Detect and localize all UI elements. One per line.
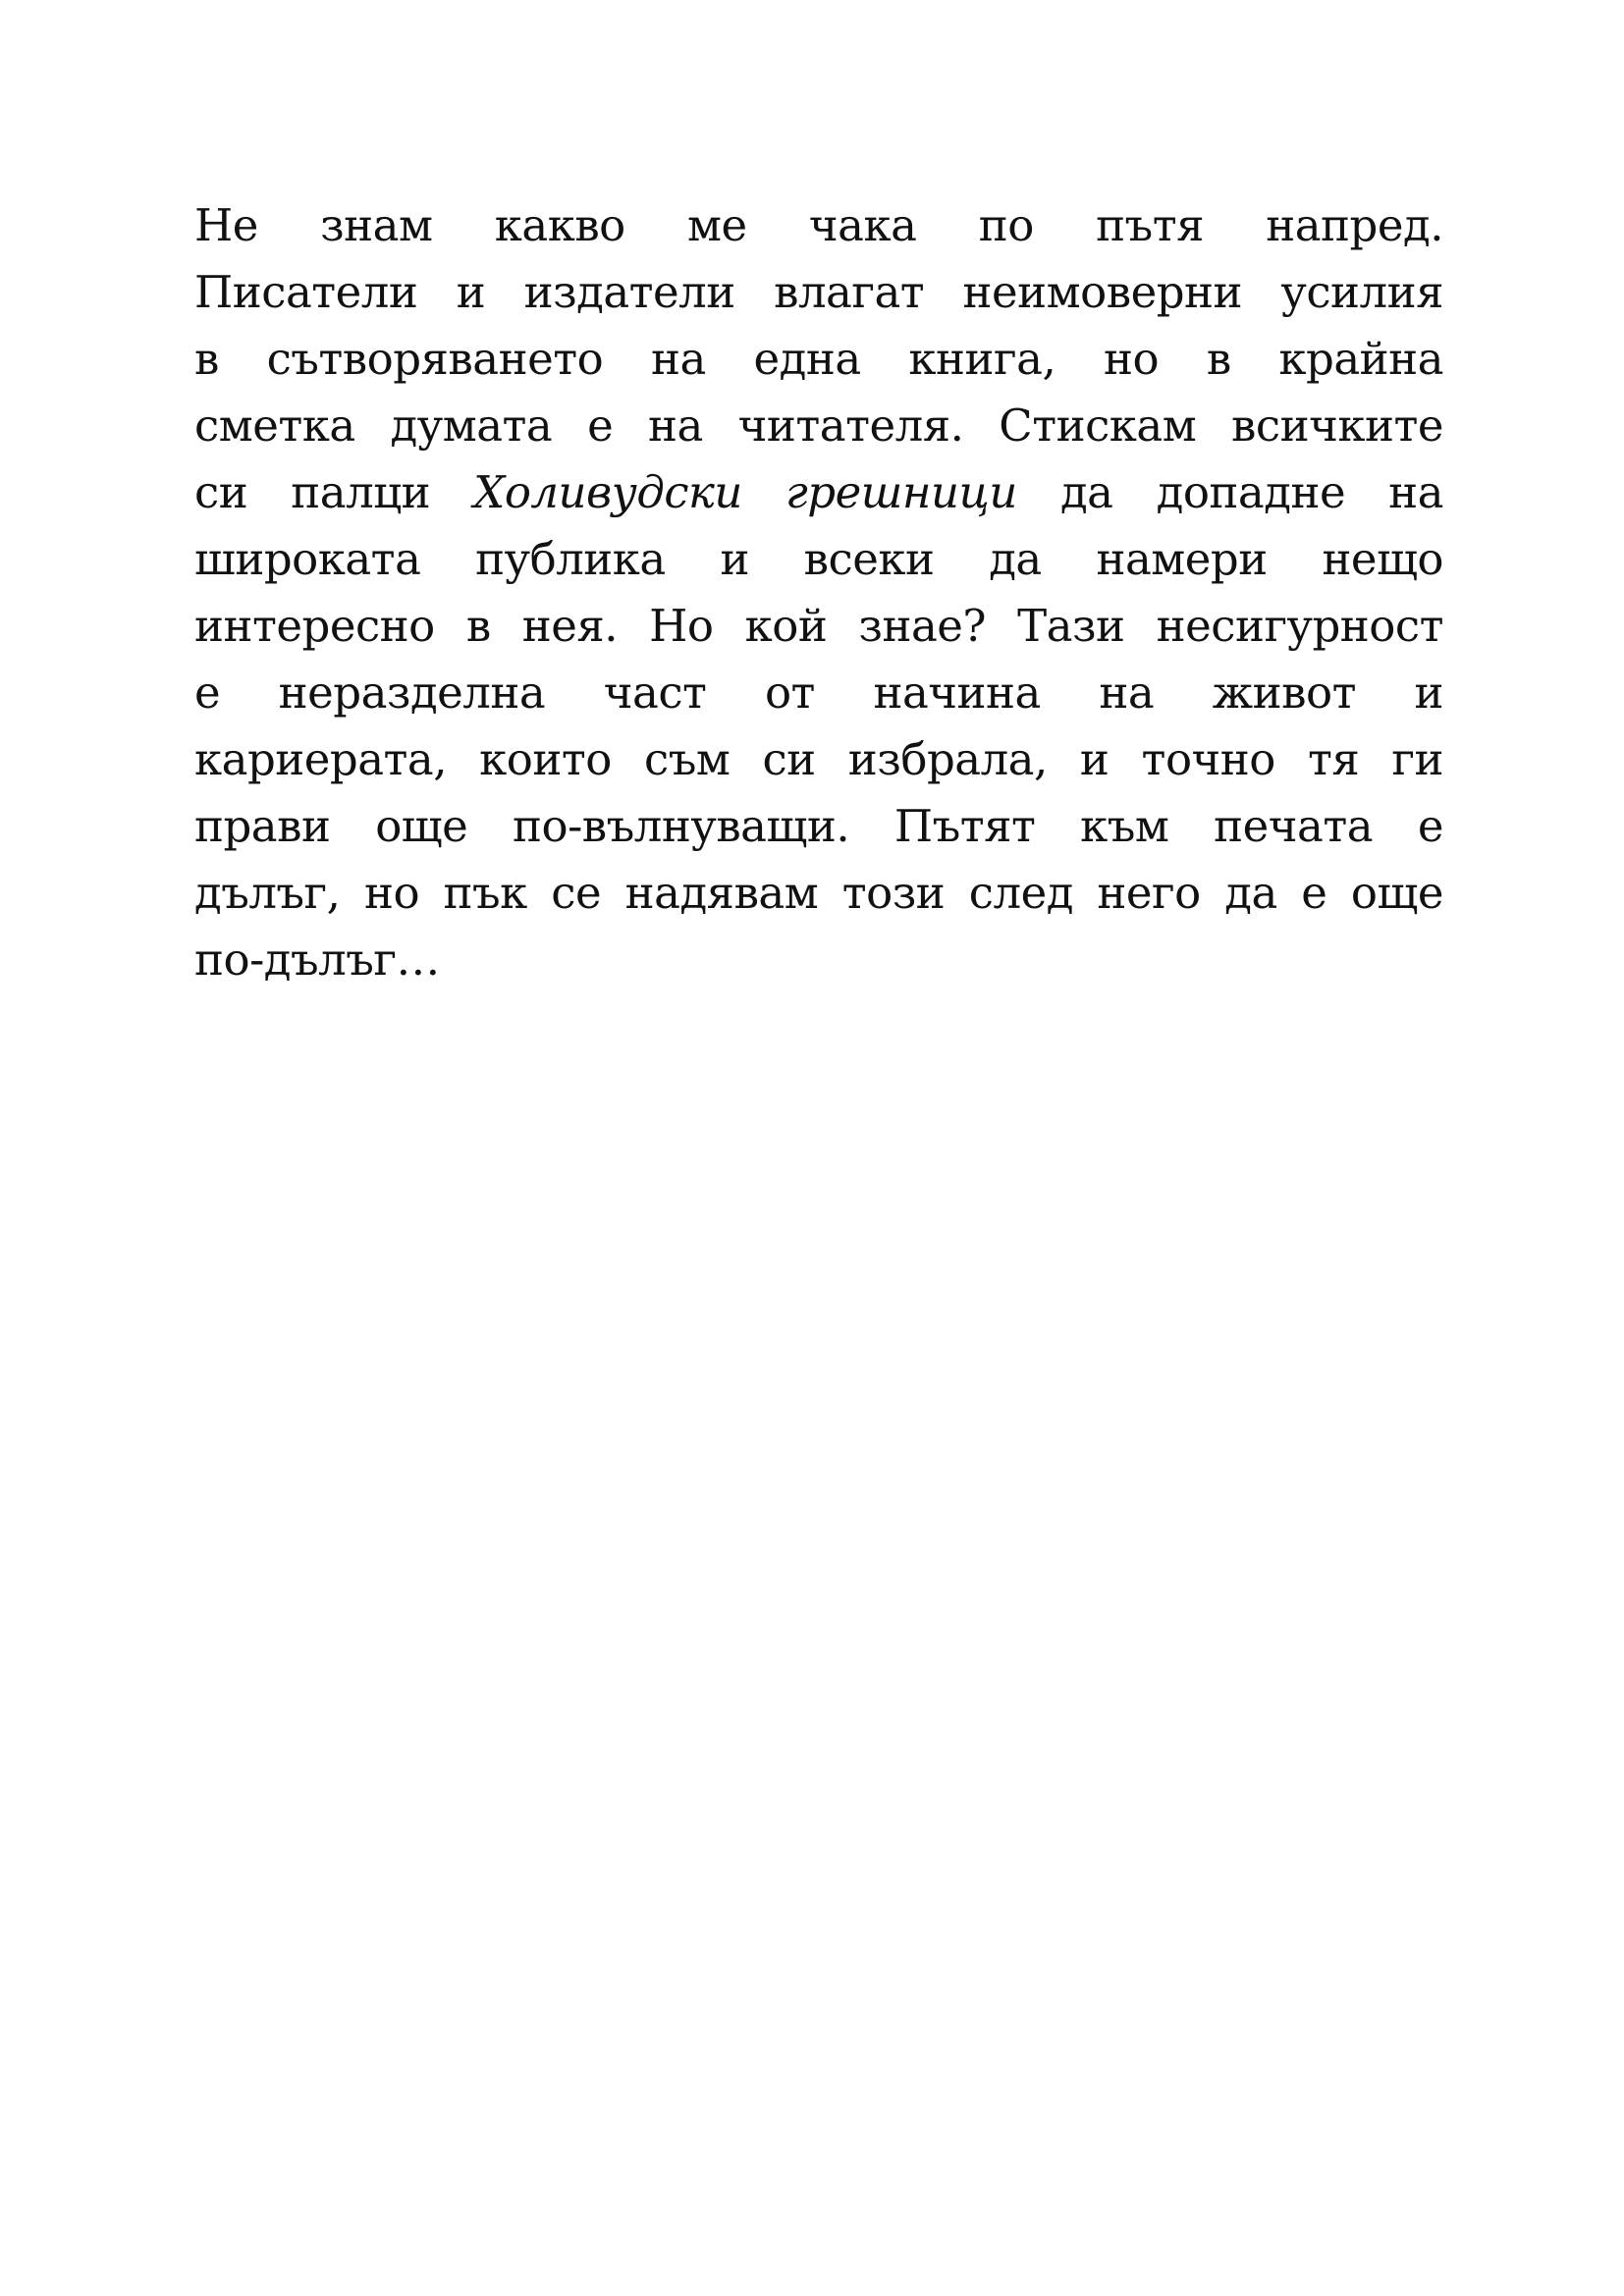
paragraph-line: интересно в нея. Но кой знае? Тази несигурност [194, 600, 1443, 652]
paragraph-line: сметка думата е на читателя. Стискам всичките [194, 400, 1443, 452]
line-text-after: да допадне на [1059, 466, 1444, 518]
paragraph-line: прави още по-вълнуващи. Пътят към печата е [194, 800, 1443, 852]
paragraph-line [194, 459, 1443, 526]
paragraph-line: Писатели и издатели влагат неимоверни усилия [194, 266, 1443, 318]
paragraph-last-line: по-дълъг… [194, 934, 440, 986]
body-paragraph [194, 192, 1443, 993]
paragraph-line: кариерата, които съм си избрала, и точно тя ги [194, 733, 1443, 785]
line-text-before: си палци [194, 466, 431, 518]
book-title-italic: Холивудски грешници [473, 466, 1017, 518]
paragraph-line: в сътворяването на една книга, но в крайна [194, 333, 1443, 385]
paragraph-line: е неразделна част от начина на живот и [194, 667, 1443, 719]
paragraph-line: дълъг, но пък се надявам този след него да е още [194, 867, 1443, 919]
paragraph-line: широката публика и всеки да намери нещо [194, 533, 1443, 585]
paragraph-line: Не знам какво ме чака по пътя напред. [194, 199, 1443, 251]
